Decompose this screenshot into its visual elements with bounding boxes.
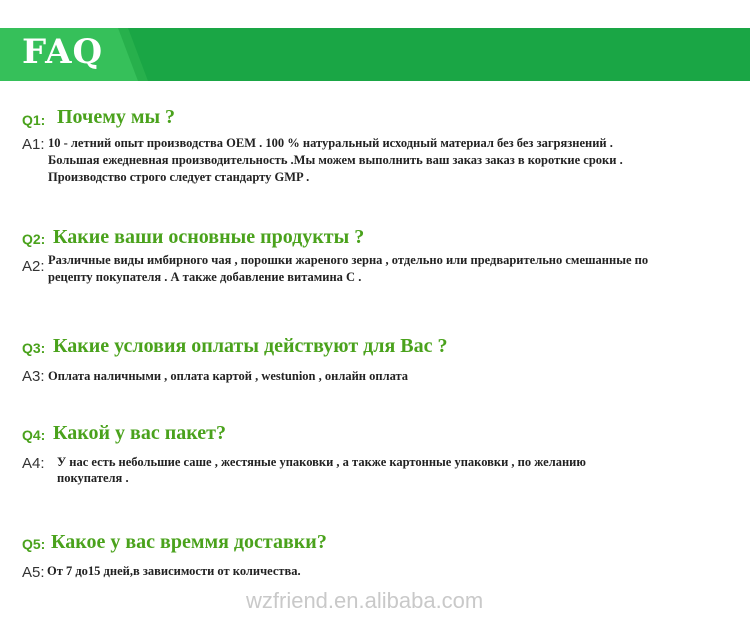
q1-question: Почему мы ? [57,106,176,128]
a2-line-1: Различные виды имбирного чая , порошки жареного зерна , отдельно или предварительно смешанные по [48,253,649,267]
a5-line-1: От 7 до15 дней,в зависимости от количества. [47,564,301,578]
q4-label: Q4: [22,427,46,443]
a3-label: A3: [22,368,45,385]
a1-label: A1: [22,136,45,153]
a3-line-1: Оплата наличными , оплата картой , westunion , онлайн оплата [48,369,409,383]
a2-label: A2: [22,258,45,275]
q4-question: Какой у вас пакет? [53,422,226,444]
q2-question: Какие ваши основные продукты ? [53,226,365,248]
a5-label: A5: [22,564,45,581]
q5-label: Q5: [22,536,46,552]
q3-question: Какие условия оплаты действуют для Вас ? [53,335,448,357]
a4-label: A4: [22,455,45,472]
q5-question: Какое у вас времмя доставки? [51,531,327,553]
faq-title: FAQ [22,32,104,72]
q3-label: Q3: [22,340,46,356]
a4-line-2: покупателя . [57,471,129,485]
a1-line-2: Большая ежедневная производительность .Мы можем выполнить ваш заказ заказ в короткие сроки . [48,153,623,167]
q1-label: Q1: [22,112,46,128]
a1-line-3: Производство строго следует стандарту GMP . [48,170,310,184]
watermark: wzfriend.en.alibaba.com [246,588,484,613]
a4-line-1: У нас есть небольшие саше , жестяные упаковки , а также картонные упаковки , по желанию [57,455,586,469]
a2-line-2: рецепту покупателя . А также добавление витамина С . [48,270,362,284]
a1-line-1: 10 - летний опыт производства OEM . 100 % натуральный исходный материал без без загрязнений . [48,136,613,150]
q2-label: Q2: [22,231,46,247]
